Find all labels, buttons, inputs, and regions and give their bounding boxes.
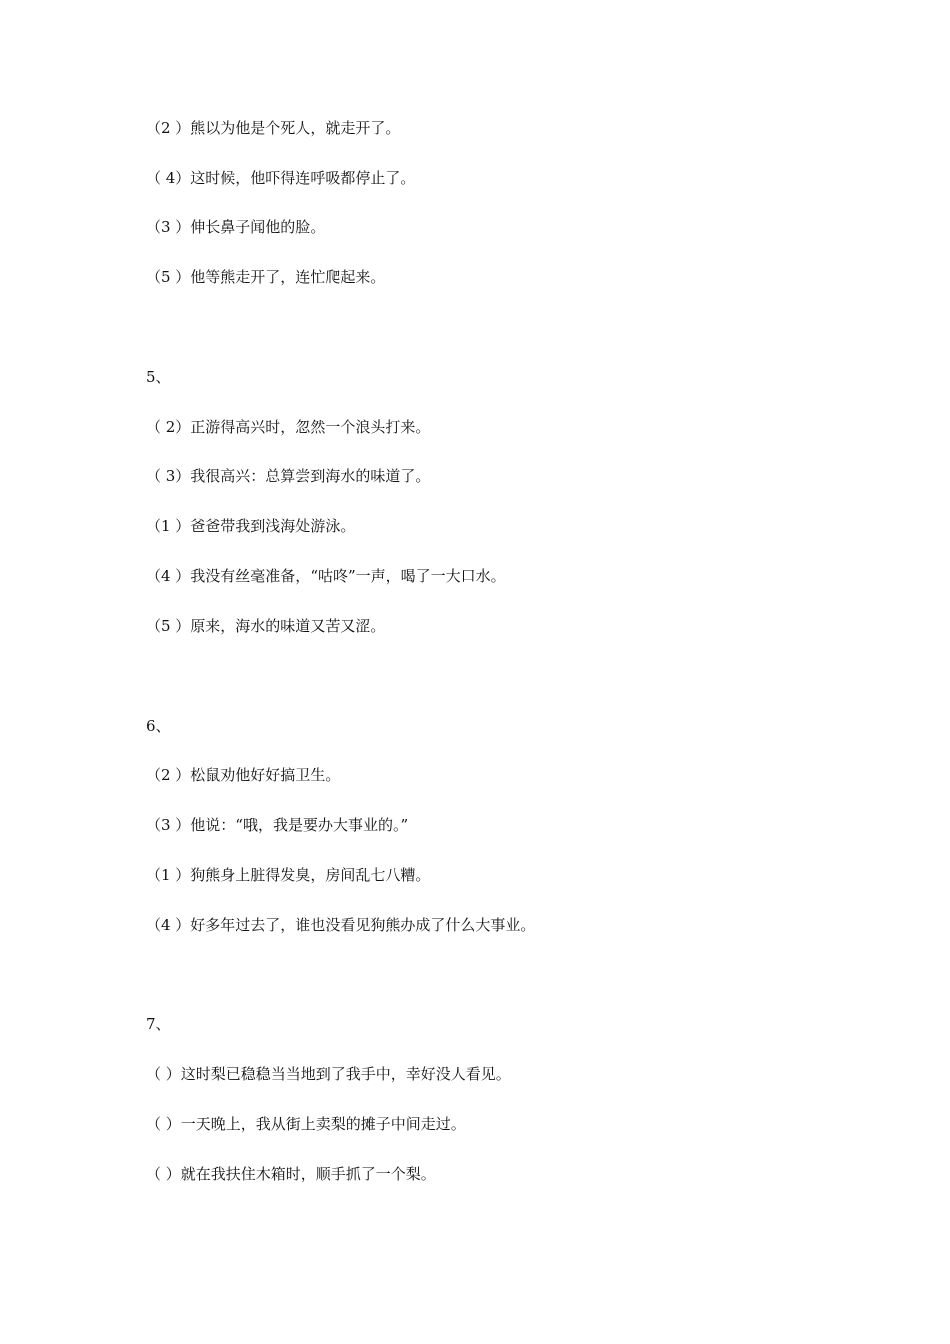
answer-line: （1 ）狗熊身上脏得发臭，房间乱七八糟。	[146, 866, 431, 884]
question-number: 6、	[146, 717, 171, 735]
question-number: 5、	[146, 368, 171, 386]
answer-line: （ ）就在我扶住木箱时，顺手抓了一个梨。	[146, 1165, 436, 1183]
answer-line: （ ）这时梨已稳稳当当地到了我手中，幸好没人看见。	[146, 1065, 511, 1083]
answer-line: （3 ）他说：“哦，我是要办大事业的。”	[146, 816, 409, 834]
answer-line: （ 2）正游得高兴时，忽然一个浪头打来。	[146, 418, 431, 436]
answer-line: （4 ）好多年过去了，谁也没看见狗熊办成了什么大事业。	[146, 916, 536, 934]
answer-line: （3 ）伸长鼻子闻他的脸。	[146, 218, 326, 236]
answer-line: （1 ）爸爸带我到浅海处游泳。	[146, 517, 356, 535]
answer-line: （2 ）熊以为他是个死人，就走开了。	[146, 119, 401, 137]
question-number: 7、	[146, 1015, 171, 1033]
answer-line: （ 4）这时候，他吓得连呼吸都停止了。	[146, 169, 416, 187]
answer-line: （ ）一天晚上，我从街上卖梨的摊子中间走过。	[146, 1115, 466, 1133]
answer-line: （ 3）我很高兴：总算尝到海水的味道了。	[146, 467, 431, 485]
answer-line: （2 ）松鼠劝他好好搞卫生。	[146, 766, 341, 784]
answer-line: （4 ）我没有丝毫准备，“咕咚”一声，喝了一大口水。	[146, 567, 506, 585]
answer-line: （5 ）原来，海水的味道又苦又涩。	[146, 617, 386, 635]
answer-line: （5 ）他等熊走开了，连忙爬起来。	[146, 268, 386, 286]
